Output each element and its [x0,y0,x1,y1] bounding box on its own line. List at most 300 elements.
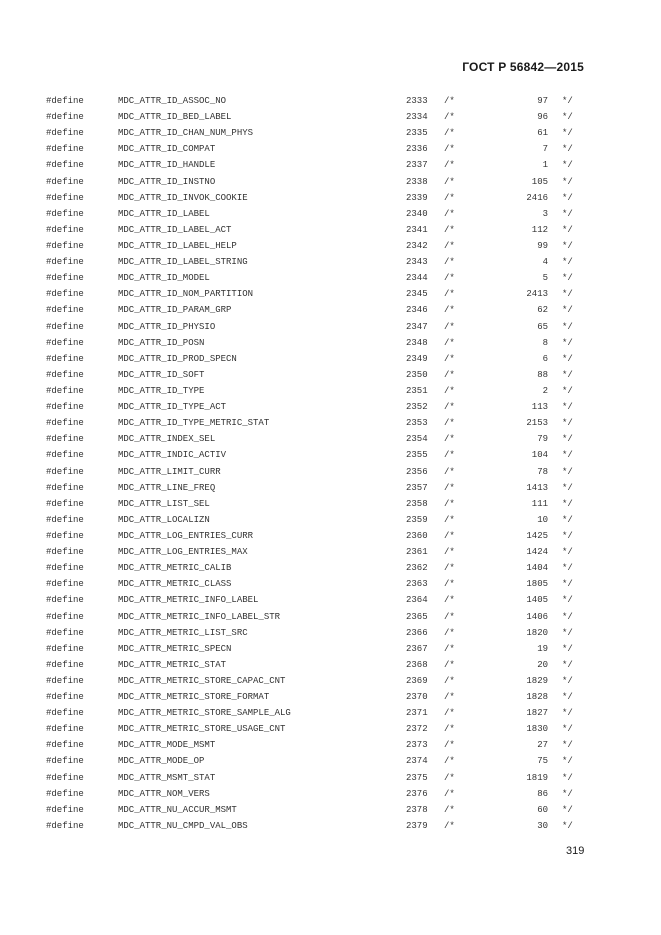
comment-open: /* [444,595,455,606]
define-row [0,270,661,286]
define-keyword: #define [46,353,84,364]
define-row [0,802,661,818]
constant-name: MDC_ATTR_ID_BED_LABEL [118,112,232,123]
comment-close: */ [562,192,573,203]
constant-name: MDC_ATTR_LOG_ENTRIES_MAX [118,547,248,558]
constant-name: MDC_ATTR_METRIC_INFO_LABEL [118,595,259,606]
define-row [0,480,661,496]
define-row [0,383,661,399]
constant-code: 2364 [406,595,428,606]
constant-name: MDC_ATTR_NU_ACCUR_MSMT [118,804,237,815]
define-row [0,206,661,222]
define-keyword: #define [46,563,84,574]
comment-value: 2153 [526,418,548,429]
comment-open: /* [444,740,455,751]
constant-name: MDC_ATTR_ID_INVOK_COOKIE [118,192,248,203]
comment-value: 1406 [526,611,548,622]
define-keyword: #define [46,176,84,187]
comment-close: */ [562,434,573,445]
comment-value: 1829 [526,675,548,686]
comment-close: */ [562,208,573,219]
constant-name: MDC_ATTR_LIST_SEL [118,498,210,509]
constant-name: MDC_ATTR_METRIC_SPECN [118,643,232,654]
define-row [0,93,661,109]
comment-close: */ [562,128,573,139]
define-keyword: #define [46,192,84,203]
constant-name: MDC_ATTR_INDEX_SEL [118,434,216,445]
constant-name: MDC_ATTR_INDIC_ACTIV [118,450,227,461]
define-row [0,141,661,157]
comment-value: 6 [542,353,548,364]
define-row [0,560,661,576]
define-row [0,238,661,254]
define-row [0,673,661,689]
define-keyword: #define [46,224,84,235]
define-keyword: #define [46,418,84,429]
constant-name: MDC_ATTR_LOG_ENTRIES_CURR [118,530,254,541]
comment-open: /* [444,498,455,509]
comment-close: */ [562,482,573,493]
constant-name: MDC_ATTR_METRIC_STAT [118,659,227,670]
define-keyword: #define [46,530,84,541]
define-keyword: #define [46,112,84,123]
comment-value: 105 [531,176,548,187]
constant-name: MDC_ATTR_NU_CMPD_VAL_OBS [118,820,248,831]
comment-close: */ [562,659,573,670]
constant-name: MDC_ATTR_ID_HANDLE [118,160,216,171]
comment-open: /* [444,434,455,445]
comment-value: 4 [542,257,548,268]
constant-name: MDC_ATTR_MODE_OP [118,756,205,767]
define-row [0,399,661,415]
constant-code: 2362 [406,563,428,574]
constant-code: 2365 [406,611,428,622]
define-row [0,190,661,206]
comment-value: 62 [537,305,548,316]
define-keyword: #define [46,692,84,703]
comment-value: 5 [542,273,548,284]
comment-close: */ [562,724,573,735]
constant-name: MDC_ATTR_ID_PROD_SPECN [118,353,237,364]
define-keyword: #define [46,740,84,751]
define-list [0,93,661,834]
constant-code: 2345 [406,289,428,300]
comment-value: 1404 [526,563,548,574]
constant-code: 2363 [406,579,428,590]
comment-close: */ [562,353,573,364]
constant-code: 2346 [406,305,428,316]
constant-name: MDC_ATTR_ID_ASSOC_NO [118,96,227,106]
define-keyword: #define [46,788,84,799]
comment-value: 1424 [526,547,548,558]
constant-name: MDC_ATTR_ID_PARAM_GRP [118,305,232,316]
comment-close: */ [562,305,573,316]
define-row [0,609,661,625]
comment-open: /* [444,240,455,251]
define-keyword: #define [46,579,84,590]
comment-value: 1805 [526,579,548,590]
define-keyword: #define [46,627,84,638]
define-keyword: #define [46,128,84,139]
comment-value: 1413 [526,482,548,493]
define-keyword: #define [46,498,84,509]
define-row [0,576,661,592]
define-row [0,254,661,270]
constant-code: 2369 [406,675,428,686]
constant-code: 2344 [406,273,428,284]
define-keyword: #define [46,337,84,348]
comment-value: 7 [542,144,548,155]
comment-value: 1830 [526,724,548,735]
define-row [0,125,661,141]
comment-open: /* [444,176,455,187]
page-number: 319 [566,845,585,857]
comment-value: 1405 [526,595,548,606]
define-row [0,721,661,737]
define-keyword: #define [46,708,84,719]
define-keyword: #define [46,547,84,558]
comment-open: /* [444,514,455,525]
comment-value: 112 [531,224,548,235]
constant-code: 2367 [406,643,428,654]
constant-name: MDC_ATTR_ID_NOM_PARTITION [118,289,254,300]
constant-code: 2340 [406,208,428,219]
comment-open: /* [444,788,455,799]
constant-name: MDC_ATTR_ID_LABEL_HELP [118,240,237,251]
comment-value: 1819 [526,772,548,783]
constant-code: 2336 [406,144,428,155]
constant-name: MDC_ATTR_ID_PHYSIO [118,321,216,332]
constant-name: MDC_ATTR_METRIC_STORE_USAGE_CNT [118,724,286,735]
define-keyword: #define [46,321,84,332]
define-row [0,222,661,238]
define-keyword: #define [46,289,84,300]
define-row [0,625,661,641]
constant-code: 2351 [406,385,428,396]
constant-code: 2343 [406,257,428,268]
comment-open: /* [444,563,455,574]
comment-open: /* [444,192,455,203]
comment-open: /* [444,611,455,622]
comment-value: 78 [537,466,548,477]
constant-code: 2372 [406,724,428,735]
constant-name: MDC_ATTR_ID_TYPE_METRIC_STAT [118,418,270,429]
define-row [0,818,661,834]
define-keyword: #define [46,820,84,831]
constant-name: MDC_ATTR_METRIC_INFO_LABEL_STR [118,611,281,622]
constant-name: MDC_ATTR_METRIC_CLASS [118,579,232,590]
define-row [0,512,661,528]
comment-close: */ [562,756,573,767]
comment-value: 19 [537,643,548,654]
comment-open: /* [444,627,455,638]
constant-name: MDC_ATTR_LIMIT_CURR [118,466,221,477]
comment-value: 97 [537,96,548,106]
define-row [0,302,661,318]
comment-close: */ [562,820,573,831]
constant-code: 2348 [406,337,428,348]
constant-name: MDC_ATTR_ID_LABEL_ACT [118,224,232,235]
comment-open: /* [444,353,455,364]
comment-open: /* [444,659,455,670]
define-keyword: #define [46,402,84,413]
comment-open: /* [444,482,455,493]
document-standard-header: ГОСТ Р 56842—2015 [462,60,584,74]
comment-value: 2 [542,385,548,396]
comment-open: /* [444,643,455,654]
constant-name: MDC_ATTR_ID_CHAN_NUM_PHYS [118,128,254,139]
constant-code: 2366 [406,627,428,638]
define-keyword: #define [46,804,84,815]
define-row [0,367,661,383]
define-row [0,109,661,125]
comment-close: */ [562,772,573,783]
define-keyword: #define [46,514,84,525]
comment-close: */ [562,740,573,751]
comment-open: /* [444,385,455,396]
constant-name: MDC_ATTR_ID_POSN [118,337,205,348]
constant-code: 2333 [406,96,428,106]
define-row [0,447,661,463]
constant-code: 2339 [406,192,428,203]
define-keyword: #define [46,772,84,783]
comment-value: 79 [537,434,548,445]
comment-close: */ [562,530,573,541]
comment-close: */ [562,418,573,429]
comment-open: /* [444,208,455,219]
comment-open: /* [444,337,455,348]
comment-value: 86 [537,788,548,799]
comment-open: /* [444,772,455,783]
comment-open: /* [444,273,455,284]
comment-open: /* [444,289,455,300]
define-keyword: #define [46,144,84,155]
constant-name: MDC_ATTR_ID_MODEL [118,273,210,284]
define-row [0,286,661,302]
comment-value: 96 [537,112,548,123]
define-row [0,415,661,431]
comment-open: /* [444,692,455,703]
define-keyword: #define [46,482,84,493]
define-row [0,464,661,480]
comment-open: /* [444,530,455,541]
constant-name: MDC_ATTR_METRIC_STORE_SAMPLE_ALG [118,708,291,719]
comment-open: /* [444,160,455,171]
constant-code: 2349 [406,353,428,364]
comment-close: */ [562,708,573,719]
define-keyword: #define [46,369,84,380]
constant-code: 2357 [406,482,428,493]
constant-name: MDC_ATTR_ID_LABEL_STRING [118,257,248,268]
comment-close: */ [562,788,573,799]
comment-open: /* [444,128,455,139]
constant-code: 2347 [406,321,428,332]
constant-name: MDC_ATTR_ID_COMPAT [118,144,216,155]
comment-value: 3 [542,208,548,219]
comment-close: */ [562,514,573,525]
constant-name: MDC_ATTR_ID_TYPE [118,385,205,396]
constant-code: 2361 [406,547,428,558]
constant-name: MDC_ATTR_NOM_VERS [118,788,210,799]
define-row [0,351,661,367]
comment-open: /* [444,579,455,590]
comment-value: 113 [531,402,548,413]
comment-open: /* [444,402,455,413]
constant-code: 2334 [406,112,428,123]
constant-code: 2355 [406,450,428,461]
define-row [0,174,661,190]
comment-close: */ [562,595,573,606]
comment-value: 1828 [526,692,548,703]
constant-code: 2356 [406,466,428,477]
comment-close: */ [562,144,573,155]
constant-code: 2376 [406,788,428,799]
constant-name: MDC_ATTR_LOCALIZN [118,514,210,525]
define-keyword: #define [46,160,84,171]
comment-close: */ [562,273,573,284]
comment-open: /* [444,820,455,831]
comment-value: 2416 [526,192,548,203]
define-row [0,319,661,335]
comment-close: */ [562,627,573,638]
comment-value: 60 [537,804,548,815]
comment-open: /* [444,96,455,106]
comment-value: 1827 [526,708,548,719]
comment-close: */ [562,240,573,251]
define-row [0,528,661,544]
constant-code: 2374 [406,756,428,767]
define-row [0,737,661,753]
define-keyword: #define [46,466,84,477]
define-row [0,786,661,802]
comment-value: 65 [537,321,548,332]
define-keyword: #define [46,434,84,445]
constant-code: 2342 [406,240,428,251]
define-keyword: #define [46,450,84,461]
constant-code: 2371 [406,708,428,719]
comment-close: */ [562,160,573,171]
constant-name: MDC_ATTR_METRIC_STORE_FORMAT [118,692,270,703]
constant-code: 2341 [406,224,428,235]
constant-code: 2368 [406,659,428,670]
constant-code: 2350 [406,369,428,380]
comment-value: 1425 [526,530,548,541]
comment-open: /* [444,547,455,558]
comment-open: /* [444,369,455,380]
comment-close: */ [562,579,573,590]
comment-open: /* [444,144,455,155]
define-keyword: #define [46,385,84,396]
define-row [0,753,661,769]
define-row [0,544,661,560]
constant-code: 2379 [406,820,428,831]
comment-close: */ [562,611,573,622]
define-row [0,157,661,173]
constant-code: 2337 [406,160,428,171]
comment-close: */ [562,466,573,477]
comment-value: 104 [531,450,548,461]
comment-value: 111 [531,498,548,509]
comment-value: 99 [537,240,548,251]
constant-code: 2360 [406,530,428,541]
constant-code: 2338 [406,176,428,187]
constant-code: 2353 [406,418,428,429]
define-keyword: #define [46,756,84,767]
constant-name: MDC_ATTR_ID_INSTNO [118,176,216,187]
comment-close: */ [562,369,573,380]
comment-close: */ [562,385,573,396]
comment-open: /* [444,724,455,735]
define-keyword: #define [46,305,84,316]
comment-close: */ [562,547,573,558]
comment-close: */ [562,563,573,574]
constant-name: MDC_ATTR_MSMT_STAT [118,772,216,783]
define-keyword: #define [46,240,84,251]
define-keyword: #define [46,257,84,268]
constant-name: MDC_ATTR_ID_LABEL [118,208,210,219]
constant-name: MDC_ATTR_METRIC_CALIB [118,563,232,574]
constant-code: 2373 [406,740,428,751]
comment-close: */ [562,257,573,268]
define-keyword: #define [46,273,84,284]
comment-value: 30 [537,820,548,831]
constant-code: 2359 [406,514,428,525]
define-row [0,335,661,351]
constant-code: 2358 [406,498,428,509]
comment-value: 61 [537,128,548,139]
comment-open: /* [444,112,455,123]
define-keyword: #define [46,659,84,670]
comment-open: /* [444,257,455,268]
comment-close: */ [562,675,573,686]
define-row [0,770,661,786]
comment-close: */ [562,804,573,815]
comment-close: */ [562,402,573,413]
define-keyword: #define [46,724,84,735]
comment-open: /* [444,321,455,332]
comment-close: */ [562,498,573,509]
constant-code: 2352 [406,402,428,413]
define-keyword: #define [46,675,84,686]
define-row [0,431,661,447]
comment-value: 1820 [526,627,548,638]
define-row [0,657,661,673]
constant-code: 2370 [406,692,428,703]
comment-value: 1 [542,160,548,171]
comment-value: 8 [542,337,548,348]
comment-open: /* [444,418,455,429]
define-keyword: #define [46,643,84,654]
comment-open: /* [444,708,455,719]
comment-open: /* [444,224,455,235]
comment-value: 10 [537,514,548,525]
constant-name: MDC_ATTR_LINE_FREQ [118,482,216,493]
comment-open: /* [444,305,455,316]
constant-name: MDC_ATTR_MODE_MSMT [118,740,216,751]
define-row [0,705,661,721]
comment-close: */ [562,337,573,348]
define-keyword: #define [46,595,84,606]
comment-open: /* [444,756,455,767]
constant-name: MDC_ATTR_ID_SOFT [118,369,205,380]
constant-name: MDC_ATTR_METRIC_STORE_CAPAC_CNT [118,675,286,686]
define-keyword: #define [46,96,84,106]
comment-open: /* [444,466,455,477]
constant-code: 2378 [406,804,428,815]
comment-close: */ [562,450,573,461]
constant-name: MDC_ATTR_METRIC_LIST_SRC [118,627,248,638]
comment-close: */ [562,643,573,654]
